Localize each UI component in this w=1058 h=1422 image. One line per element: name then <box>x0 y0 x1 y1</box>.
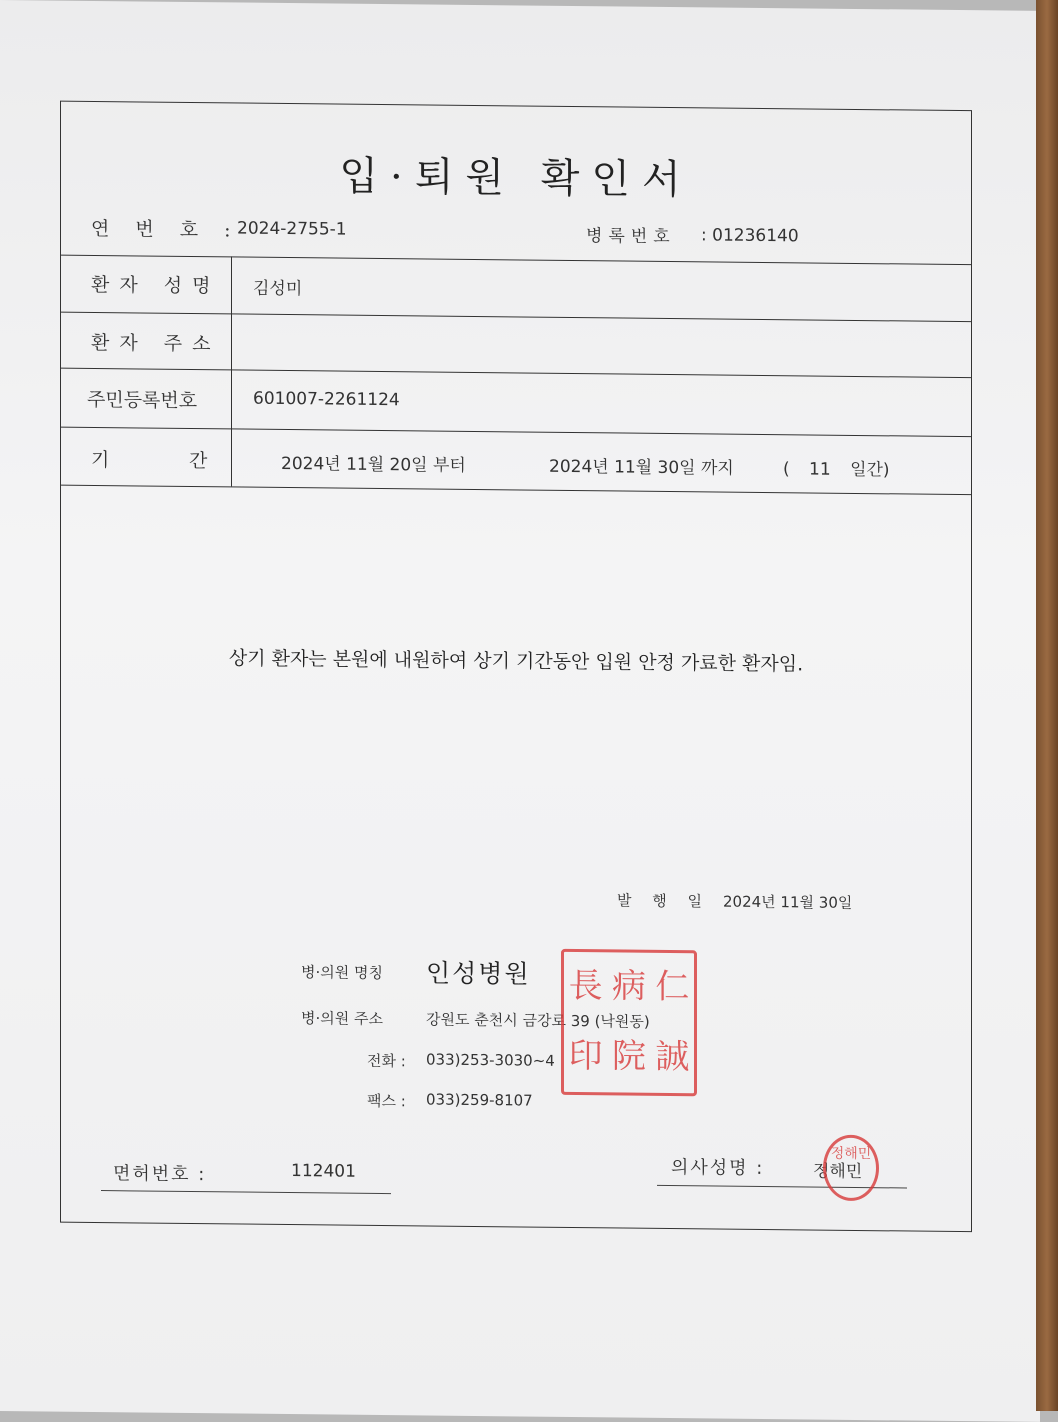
hospital-address-value: 강원도 춘천시 금강로 39 (낙원동) <box>426 1010 650 1031</box>
row-divider <box>61 427 971 438</box>
hospital-name-label: 병·의원 명칭 <box>301 963 383 983</box>
doctor-value: 정해민 <box>813 1161 863 1183</box>
issue-date-label: 발 행 일 <box>617 891 711 911</box>
record-value: : 01236140 <box>701 225 799 247</box>
stamp-char: 病 <box>611 966 646 1007</box>
period-days: ( 11 일간) <box>783 459 890 481</box>
row-divider <box>61 312 971 323</box>
patient-name-label: 환자 성명 <box>91 273 221 298</box>
serial-label: 연 번 호 : <box>91 217 241 242</box>
period-to: 2024년 11월 30일 까지 <box>549 456 734 479</box>
certificate-frame <box>60 101 972 1233</box>
license-value: 112401 <box>291 1161 356 1182</box>
hospital-address-label: 병·의원 주소 <box>301 1009 383 1029</box>
fax-value: 033)259-8107 <box>426 1090 533 1110</box>
stamp-char: 院 <box>611 1036 646 1077</box>
doctor-label: 의사성명 : <box>671 1157 765 1180</box>
record-label: 병록번호 <box>586 226 676 248</box>
certificate-statement: 상기 환자는 본원에 내원하여 상기 기간동안 입원 안정 가료한 환자임. <box>228 647 804 676</box>
document-title: 입·퇴원 확인서 <box>339 153 693 204</box>
wooden-surface <box>1036 0 1058 1411</box>
phone-value: 033)253-3030~4 <box>426 1050 555 1070</box>
stamp-char: 仁 <box>655 966 690 1008</box>
fax-label: 팩스 : <box>367 1091 406 1111</box>
phone-label: 전화 : <box>367 1051 406 1071</box>
stamp-char: 長 <box>568 965 603 1007</box>
column-divider <box>231 256 232 486</box>
hospital-name-value: 인성병원 <box>426 958 531 989</box>
patient-name-value: 김성미 <box>253 278 303 300</box>
resident-no-value: 601007-2261124 <box>253 388 400 411</box>
doctor-seal: 정해민 <box>823 1135 879 1202</box>
row-divider <box>61 485 971 496</box>
row-divider <box>61 255 971 266</box>
license-underline <box>101 1190 391 1194</box>
patient-address-label: 환자 주소 <box>91 331 221 356</box>
row-divider <box>61 368 971 379</box>
issue-date-value: 2024년 11월 30일 <box>723 892 853 912</box>
period-from: 2024년 11월 20일 부터 <box>281 453 466 476</box>
serial-value: 2024-2755-1 <box>237 218 347 240</box>
period-label-first: 기 <box>91 448 120 472</box>
stamp-char: 印 <box>568 1035 603 1077</box>
stamp-char: 誠 <box>655 1036 690 1078</box>
period-label-second: 간 <box>189 449 218 473</box>
resident-no-label: 주민등록번호 <box>87 388 198 413</box>
license-label: 면허번호 : <box>113 1163 207 1186</box>
hospital-seal-stamp <box>561 949 697 1096</box>
